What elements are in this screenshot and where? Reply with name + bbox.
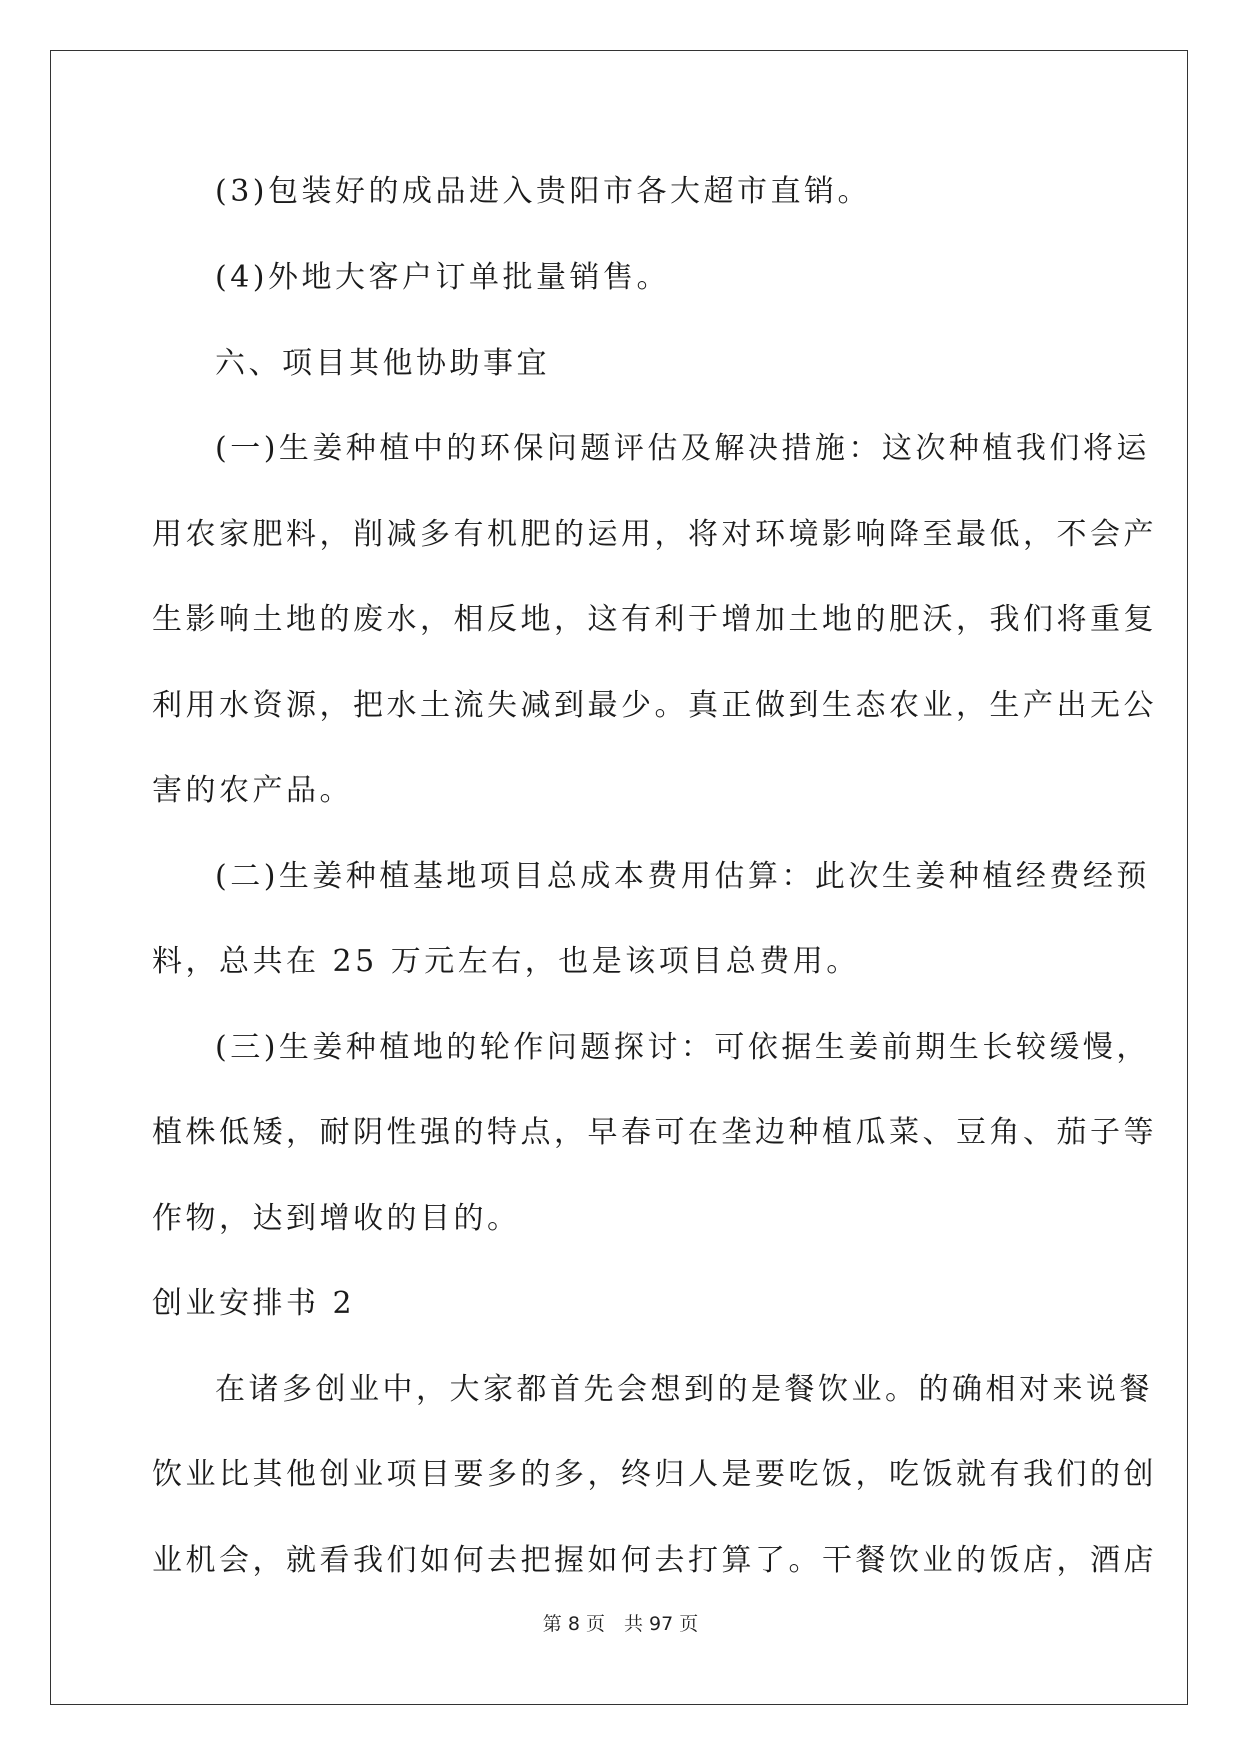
paragraph-line: 业机会，就看我们如何去把握如何去打算了。干餐饮业的饭店，酒店 [152, 1543, 1157, 1578]
paragraph-line: (一)生姜种植中的环保问题评估及解决措施：这次种植我们将运 [215, 431, 1150, 466]
paragraph-line: 生影响土地的废水，相反地，这有利于增加土地的肥沃，我们将重复 [152, 602, 1157, 637]
paragraph-line: 料，总共在 25 万元左右，也是该项目总费用。 [152, 944, 860, 979]
paragraph-line: 用农家肥料，削减多有机肥的运用，将对环境影响降至最低，不会产 [152, 517, 1157, 552]
paragraph-line: 饮业比其他创业项目要多的多，终归人是要吃饭，吃饭就有我们的创 [152, 1457, 1157, 1492]
paragraph-line: (二)生姜种植基地项目总成本费用估算：此次生姜种植经费经预 [215, 859, 1150, 894]
paragraph-line: 作物，达到增收的目的。 [152, 1201, 521, 1236]
paragraph-line: (3)包装好的成品进入贵阳市各大超市直销。 [215, 174, 871, 209]
paragraph-line: 植株低矮，耐阴性强的特点，早春可在垄边种植瓜菜、豆角、茄子等 [152, 1115, 1157, 1150]
paragraph-line: 害的农产品。 [152, 773, 353, 808]
paragraph-line: 利用水资源，把水土流失减到最少。真正做到生态农业，生产出无公 [152, 688, 1157, 723]
page-number-footer: 第 8 页 共 97 页 [542, 1613, 699, 1635]
paragraph-line: (4)外地大客户订单批量销售。 [215, 260, 670, 295]
section-heading: 六、项目其他协助事宜 [215, 346, 550, 381]
paragraph-line: 在诸多创业中，大家都首先会想到的是餐饮业。的确相对来说餐 [215, 1372, 1153, 1407]
section-title: 创业安排书 2 [152, 1286, 356, 1321]
paragraph-line: (三)生姜种植地的轮作问题探讨：可依据生姜前期生长较缓慢， [215, 1030, 1150, 1065]
